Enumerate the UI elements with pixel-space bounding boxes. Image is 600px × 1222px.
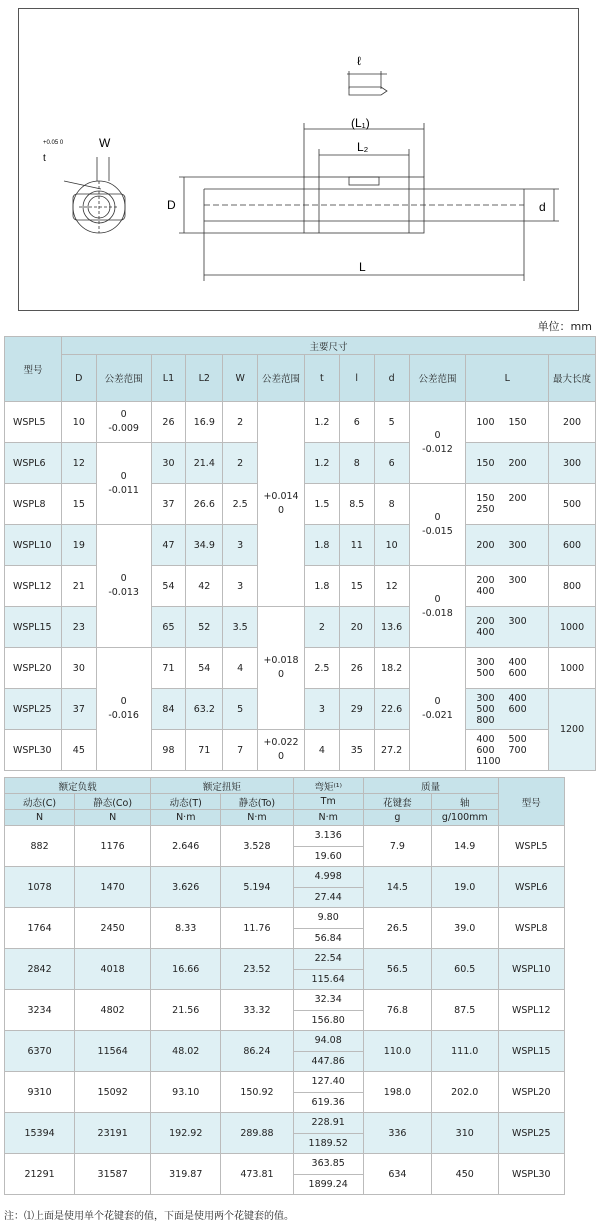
D-cell: 45 [61,730,96,771]
tol-D-cell-line: 0 [120,696,127,707]
h-nut: 花键套 [363,794,431,810]
l-cell: 35 [339,730,374,771]
Tm-double-cell: 619.36 [293,1092,363,1113]
t-cell: 4 [304,730,339,771]
L-value: 600 [508,703,527,715]
tol-d-cell-line: 0 [434,511,441,523]
L1-cell: 71 [151,648,186,689]
To-cell: 289.88 [221,1113,293,1154]
T-cell: 2.646 [151,826,221,867]
L-value: 200 [476,539,495,551]
model-cell: WSPL5 [498,826,564,867]
Tm-double-cell: 447.86 [293,1051,363,1072]
W-label: W [99,136,111,150]
ell-label: ℓ [357,54,361,68]
Co-cell: 4802 [75,990,151,1031]
T-cell: 319.87 [151,1154,221,1195]
L1-label: (L₁) [351,116,370,130]
maxlen-cell: 800 [549,566,596,607]
L-value: 300 [508,575,527,586]
L-value: 250 [476,504,495,515]
D-cell: 21 [61,566,96,607]
Co-cell: 31587 [75,1154,151,1195]
table-row [5,908,565,929]
L-value: 500 [476,703,495,715]
C-cell: 2842 [5,949,75,990]
Tm-single-cell: 3.136 [293,826,363,847]
D-cell: 19 [61,525,96,566]
L-value: 400 [476,627,495,638]
Tm-double-cell: 1899.24 [293,1174,363,1195]
model-cell: WSPL8 [5,484,62,525]
tol-d-cell-line: -0.015 [422,525,453,537]
model-cell: WSPL10 [5,525,62,566]
D-cell: 37 [61,689,96,730]
h-mass: 质量 [363,778,498,794]
Co-cell: 4018 [75,949,151,990]
C-cell: 6370 [5,1031,75,1072]
shaft-mass-cell: 450 [431,1154,498,1195]
tol-D-cell [96,525,151,648]
d-cell: 8 [374,484,409,525]
nut-mass-cell: 634 [363,1154,431,1195]
Tm-single-cell: 32.34 [293,990,363,1011]
tol-d-cell-line: -0.021 [422,710,453,721]
h-moment: 弯矩⁽¹⁾ [293,778,363,794]
tol-D-cell-line: -0.013 [108,587,139,598]
Co-cell: 23191 [75,1113,151,1154]
Tm-single-cell: 127.40 [293,1072,363,1093]
model-cell: WSPL15 [5,607,62,648]
table-row [5,826,565,847]
h-Tm: Tm [293,794,363,810]
maxlen-cell: 1000 [549,648,596,689]
L-value: 300 [476,657,495,668]
tol-d-cell [409,648,466,771]
L-value: 150 [508,416,527,428]
L1-cell: 84 [151,689,186,730]
C-cell: 1764 [5,908,75,949]
W-cell: 3.5 [223,607,258,648]
tol-W-cell [258,607,305,730]
tol-D-cell-line: -0.016 [108,710,139,721]
h-shaft: 轴 [431,794,498,810]
l-cell: 29 [339,689,374,730]
L-cell [466,648,549,689]
maxlen-cell: 200 [549,402,596,443]
L1-cell: 30 [151,443,186,484]
model-cell: WSPL20 [498,1072,564,1113]
d-label: d [539,200,546,214]
tol-D-cell-line: 0 [120,573,127,584]
d-cell: 22.6 [374,689,409,730]
tol-D-cell [96,402,151,443]
T-cell: 48.02 [151,1031,221,1072]
tol-W-cell-line: +0.018 [263,655,299,666]
L-value: 1100 [476,755,501,767]
d-cell: 27.2 [374,730,409,771]
T-cell: 21.56 [151,990,221,1031]
h-load: 额定负载 [5,778,151,794]
D-cell: 10 [61,402,96,443]
W-cell: 2.5 [223,484,258,525]
L-cell [466,484,549,525]
W-cell: 7 [223,730,258,771]
tol-W-cell [258,402,305,607]
T-cell: 192.92 [151,1113,221,1154]
To-cell: 23.52 [221,949,293,990]
W-cell: 5 [223,689,258,730]
t-cell: 1.8 [304,525,339,566]
L2-cell: 71 [186,730,223,771]
nut-mass-cell: 56.5 [363,949,431,990]
To-cell: 150.92 [221,1072,293,1113]
table-row [5,990,565,1011]
C-cell: 3234 [5,990,75,1031]
Co-cell: 1470 [75,867,151,908]
u-C: N [5,810,75,826]
L1-cell: 54 [151,566,186,607]
Tm-double-cell: 27.44 [293,887,363,908]
col-L2: L2 [186,355,223,402]
L2-cell: 34.9 [186,525,223,566]
Tm-single-cell: 363.85 [293,1154,363,1175]
table-row [5,949,565,970]
To-cell: 5.194 [221,867,293,908]
L2-label: L₂ [357,140,369,154]
tol-D-cell [96,443,151,525]
t-cell: 2 [304,607,339,648]
tol-d-cell [409,484,466,566]
T-cell: 8.33 [151,908,221,949]
T-cell: 93.10 [151,1072,221,1113]
To-cell: 86.24 [221,1031,293,1072]
footnote: 注：⑴上面是使用单个花键套的值，下面是使用两个花键套的值。 [4,1211,294,1222]
D-cell: 23 [61,607,96,648]
To-cell: 473.81 [221,1154,293,1195]
L-value: 150 [476,493,495,504]
L1-cell: 26 [151,402,186,443]
maxlen-cell: 500 [549,484,596,525]
Co-cell: 15092 [75,1072,151,1113]
model-cell: WSPL25 [498,1113,564,1154]
tol-d-cell-line: 0 [434,429,441,441]
maxlen-cell: 1200 [549,689,596,771]
Co-cell: 1176 [75,826,151,867]
tol-D-cell-line: 0 [120,470,127,482]
col-tol3: 公差范围 [409,355,466,402]
L-value: 600 [476,744,495,756]
L2-cell: 42 [186,566,223,607]
tol-W-cell-line: 0 [278,751,285,762]
model-cell: WSPL5 [5,402,62,443]
u-T: N·m [151,810,221,826]
d-cell: 5 [374,402,409,443]
l-cell: 8 [339,443,374,484]
table-row [5,1113,565,1134]
col-model: 型号 [5,337,62,402]
W-cell: 3 [223,525,258,566]
L-value: 400 [476,733,495,745]
shaft-mass-cell: 310 [431,1113,498,1154]
h-T: 动态(T) [151,794,221,810]
l-cell: 11 [339,525,374,566]
shaft-mass-cell: 111.0 [431,1031,498,1072]
Tm-single-cell: 22.54 [293,949,363,970]
d-cell: 12 [374,566,409,607]
col-L1: L1 [151,355,186,402]
Tm-single-cell: 94.08 [293,1031,363,1052]
Tm-single-cell: 4.998 [293,867,363,888]
d-cell: 6 [374,443,409,484]
model-cell: WSPL20 [5,648,62,689]
model-cell: WSPL30 [5,730,62,771]
nut-mass-cell: 26.5 [363,908,431,949]
D-cell: 30 [61,648,96,689]
table-row [5,1031,565,1052]
L-value: 500 [508,733,527,745]
col-tol2: 公差范围 [258,355,305,402]
L-value: 150 [476,457,495,469]
tol-d-cell [409,566,466,648]
W-cell: 3 [223,566,258,607]
L2-cell: 63.2 [186,689,223,730]
L-value: 800 [476,714,495,726]
tol-D-cell-line: -0.009 [108,423,139,434]
L-value: 300 [508,616,527,627]
table-row [5,402,596,443]
Tm-double-cell: 56.84 [293,928,363,949]
unit-label: 单位：mm [537,320,592,333]
Tm-double-cell: 1189.52 [293,1133,363,1154]
L-value: 200 [508,457,527,469]
L-value: 400 [508,692,527,704]
L1-cell: 37 [151,484,186,525]
L-value: 300 [508,539,527,551]
t-tol-label: +0.05 0 [43,140,64,146]
maxlen-cell: 300 [549,443,596,484]
L1-cell: 47 [151,525,186,566]
L2-cell: 21.4 [186,443,223,484]
col-D: D [61,355,96,402]
L-value: 700 [508,744,527,756]
Tm-double-cell: 19.60 [293,846,363,867]
model-cell: WSPL25 [5,689,62,730]
L2-cell: 26.6 [186,484,223,525]
technical-drawing [18,8,579,311]
D-label: D [167,198,176,212]
L-value: 600 [508,668,527,679]
t-cell: 1.2 [304,443,339,484]
l-cell: 6 [339,402,374,443]
model-cell: WSPL30 [498,1154,564,1195]
L2-cell: 54 [186,648,223,689]
L-value: 400 [476,586,495,597]
l-cell: 15 [339,566,374,607]
L-label: L [359,260,366,274]
maxlen-cell: 600 [549,525,596,566]
model-cell: WSPL12 [498,990,564,1031]
L-cell [466,525,549,566]
col-W: W [223,355,258,402]
u-nut: g [363,810,431,826]
dimension-table [4,336,596,771]
T-cell: 3.626 [151,867,221,908]
Co-cell: 11564 [75,1031,151,1072]
u-shaft: g/100mm [431,810,498,826]
t-cell: 3 [304,689,339,730]
L1-cell: 65 [151,607,186,648]
L-value: 200 [476,575,495,586]
table-row [5,867,565,888]
Tm-single-cell: 9.80 [293,908,363,929]
Tm-double-cell: 115.64 [293,969,363,990]
h-To: 静态(To) [221,794,293,810]
tol-W-cell [258,730,305,771]
group-header: 主要尺寸 [61,337,595,355]
shaft-mass-cell: 14.9 [431,826,498,867]
t-label: t [43,153,46,164]
u-Tm: N·m [293,810,363,826]
tol-D-cell-line: 0 [120,409,127,420]
spline-drawing-svg [19,9,580,312]
d-cell: 13.6 [374,607,409,648]
tol-W-cell-line: +0.014 [263,491,299,502]
L-value: 400 [508,657,527,668]
col-maxlen: 最大长度 [549,355,596,402]
t-cell: 1.8 [304,566,339,607]
Tm-single-cell: 228.91 [293,1113,363,1134]
load-table [4,777,565,1195]
model-cell: WSPL12 [5,566,62,607]
table-row [5,607,596,648]
D-cell: 15 [61,484,96,525]
tol-d-cell-line: -0.012 [422,443,453,455]
nut-mass-cell: 76.8 [363,990,431,1031]
L-cell [466,689,549,730]
L-value: 200 [476,616,495,627]
col-L: L [466,355,549,402]
col-l: l [339,355,374,402]
model-cell: WSPL6 [5,443,62,484]
maxlen-cell: 1000 [549,607,596,648]
D-cell: 12 [61,443,96,484]
L-cell [466,607,549,648]
W-cell: 2 [223,443,258,484]
u-To: N·m [221,810,293,826]
table-row [5,1154,565,1175]
nut-mass-cell: 198.0 [363,1072,431,1113]
col-tol1: 公差范围 [96,355,151,402]
col-t: t [304,355,339,402]
tol-D-cell-line: -0.011 [108,484,139,496]
shaft-mass-cell: 39.0 [431,908,498,949]
L-value: 200 [508,493,527,504]
model-cell: WSPL8 [498,908,564,949]
h-Co: 静态(Co) [75,794,151,810]
Tm-double-cell: 156.80 [293,1010,363,1031]
t-cell: 1.2 [304,402,339,443]
C-cell: 21291 [5,1154,75,1195]
h-torque: 额定扭矩 [151,778,293,794]
tol-d-cell-line: 0 [434,696,441,707]
L-cell [466,566,549,607]
tol-D-cell [96,648,151,771]
W-cell: 2 [223,402,258,443]
C-cell: 15394 [5,1113,75,1154]
table-row [5,1072,565,1093]
t-cell: 1.5 [304,484,339,525]
tol-W-cell-line: +0.022 [263,737,299,748]
t-cell: 2.5 [304,648,339,689]
nut-mass-cell: 336 [363,1113,431,1154]
model-cell: WSPL6 [498,867,564,908]
h-C: 动态(C) [5,794,75,810]
tol-d-cell-line: -0.018 [422,607,453,619]
To-cell: 3.528 [221,826,293,867]
nut-mass-cell: 14.5 [363,867,431,908]
L-cell [466,402,549,443]
tol-W-cell-line: 0 [278,669,285,680]
tol-W-cell-line: 0 [278,505,285,516]
shaft-mass-cell: 19.0 [431,867,498,908]
nut-mass-cell: 7.9 [363,826,431,867]
col-d: d [374,355,409,402]
L2-cell: 52 [186,607,223,648]
model-cell: WSPL15 [498,1031,564,1072]
nut-mass-cell: 110.0 [363,1031,431,1072]
table-row [5,730,596,771]
u-Co: N [75,810,151,826]
d-cell: 18.2 [374,648,409,689]
L-value: 500 [476,668,495,679]
L-cell [466,443,549,484]
shaft-mass-cell: 60.5 [431,949,498,990]
L2-cell: 16.9 [186,402,223,443]
shaft-mass-cell: 202.0 [431,1072,498,1113]
C-cell: 882 [5,826,75,867]
l-cell: 8.5 [339,484,374,525]
d-cell: 10 [374,525,409,566]
l-cell: 26 [339,648,374,689]
To-cell: 11.76 [221,908,293,949]
l-cell: 20 [339,607,374,648]
L-value: 100 [476,416,495,428]
h-model: 型号 [498,778,564,826]
shaft-mass-cell: 87.5 [431,990,498,1031]
model-cell: WSPL10 [498,949,564,990]
T-cell: 16.66 [151,949,221,990]
W-cell: 4 [223,648,258,689]
C-cell: 9310 [5,1072,75,1113]
tol-d-cell [409,402,466,484]
L1-cell: 98 [151,730,186,771]
L-cell [466,730,549,771]
tol-d-cell-line: 0 [434,593,441,605]
L-value: 300 [476,692,495,704]
C-cell: 1078 [5,867,75,908]
To-cell: 33.32 [221,990,293,1031]
Co-cell: 2450 [75,908,151,949]
